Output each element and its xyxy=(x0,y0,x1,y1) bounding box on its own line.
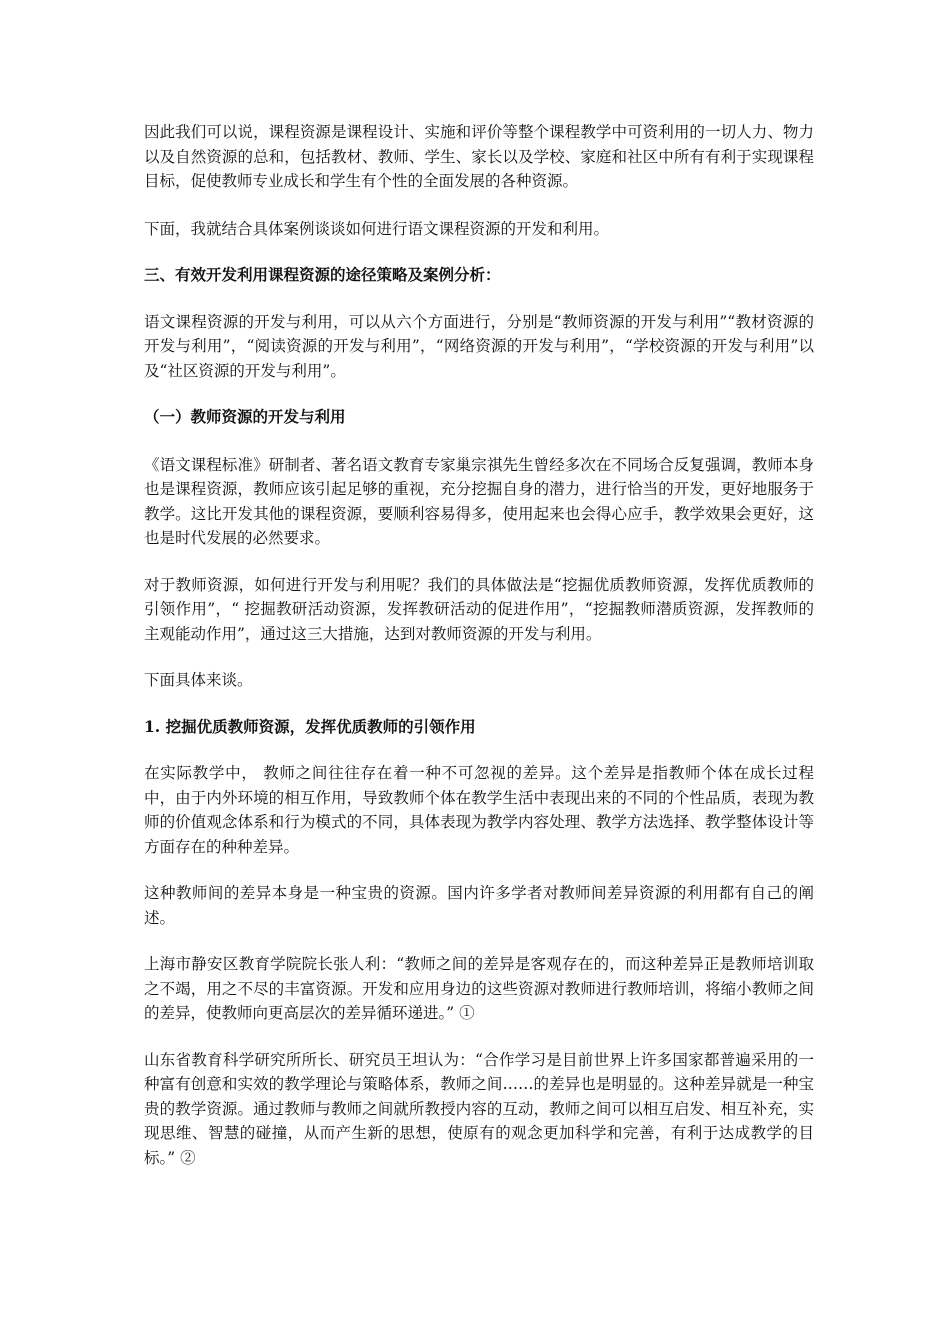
paragraph-six-aspects: 语文课程资源的开发与利用，可以从六个方面进行，分别是“教师资源的开发与利用”“教材资源的开发与利用”，“阅读资源的开发与利用”，“网络资源的开发与利用”，“学校资源的开发与利用”以及“社区资源的开发与利用”。 xyxy=(144,312,814,380)
paragraph-quote-zhang: 上海市静安区教育学院院长张人利：“教师之间的差异是客观存在的，而这种差异正是教师培训取之不竭，用之不尽的丰富资源。开发和应用身边的这些资源对教师进行教师培训，将缩小教师之间的差异，使教师向更高层次的差异循环递进。” ① xyxy=(144,955,814,1022)
subsection-heading-1: （一）教师资源的开发与利用 xyxy=(144,407,346,426)
document-page xyxy=(144,120,814,1170)
point-heading-1: 1. 挖掘优质教师资源，发挥优质教师的引领作用 xyxy=(144,716,476,736)
paragraph-teacher-as-resource: 《语文课程标准》研制者、著名语文教育专家巢宗祺先生曾经多次在不同场合反复强调，教师本身也是课程资源，教师应该引起足够的重视，充分挖掘自身的潜力，进行恰当的开发，更好地服务于教学。这比开发其他的课程资源，要顺利容易得多，使用起来也会得心应手，教学效果会更好，这也是时代发展的必然要求。 xyxy=(144,455,814,547)
paragraph-details-intro: 下面具体来谈。 xyxy=(144,671,253,689)
paragraph-quote-wang: 山东省教育科学研究所所长、研究员王坦认为：“合作学习是目前世界上许多国家都普遍采用的一种富有创意和实效的教学理论与策略体系，教师之间……的差异也是明显的。这种差异就是一种宝贵的教学资源。通过教师与教师之间就所教授内容的互动，教师之间可以相互启发、相互补充，实现思维、智慧的碰撞，从而产生新的思想，使原有的观念更加科学和完善，有利于达成教学的目标。” ② xyxy=(144,1050,814,1167)
paragraph-teacher-differences: 在实际教学中， 教师之间往往存在着一种不可忽视的差异。这个差异是指教师个体在成长过程中，由于内外环境的相互作用，导致教师个体在教学生活中表现出来的不同的个性品质，表现为教师的价值观念体系和行为模式的不同，具体表现为教学内容处理、教学方法选择、教学整体设计等方面存在的种种差异。 xyxy=(144,764,814,856)
paragraph-intro-cases: 下面，我就结合具体案例谈谈如何进行语文课程资源的开发和利用。 xyxy=(144,219,610,238)
paragraph-course-resource-definition: 因此我们可以说，课程资源是课程设计、实施和评价等整个课程教学中可资利用的一切人力、物力以及自然资源的总和，包括教材、教师、学生、家长以及学校、家庭和社区中所有有利于实现课程目标，促使教师专业成长和学生有个性的全面发展的各种资源。 xyxy=(144,123,814,190)
section-heading-3: 三、有效开发利用课程资源的途径策略及案例分析： xyxy=(144,265,501,284)
paragraph-three-measures: 对于教师资源，如何进行开发与利用呢？我们的具体做法是“挖掘优质教师资源，发挥优质教师的引领作用”，“ 挖掘教研活动资源，发挥教研活动的促进作用”，“挖掘教师潜质资源，发挥教师的主观能动作用”，通过这三大措施，达到对教师资源的开发与利用。 xyxy=(144,575,814,643)
paragraph-difference-as-resource: 这种教师间的差异本身是一种宝贵的资源。国内许多学者对教师间差异资源的利用都有自己的阐述。 xyxy=(144,884,814,927)
